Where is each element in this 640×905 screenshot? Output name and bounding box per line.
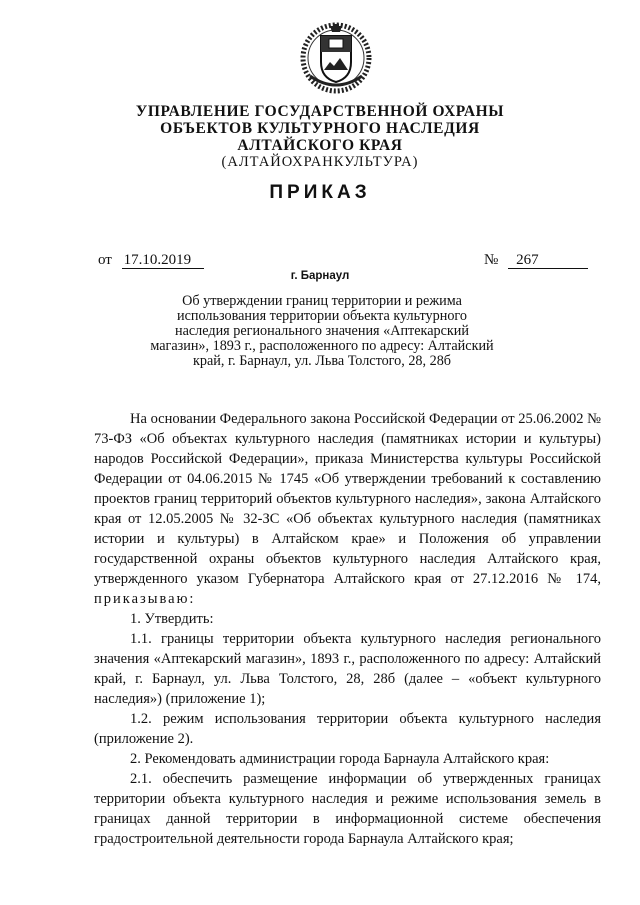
document-title: Об утверждении границ территории и режима использования территории объекта культурного наследия регионального значения «Аптекарский магазин», 1893 г., расположенного по адресу: Алтайский край, г. Барнаул, ул. Льва Толстого, 28, 28б	[150, 293, 494, 369]
date-row	[98, 252, 204, 269]
altai-coat-of-arms-icon	[296, 18, 376, 98]
org-name-line-3: АЛТАЙСКОГО КРАЯ	[237, 137, 403, 154]
document-type: ПРИКАЗ	[269, 182, 371, 203]
number-label: №	[484, 252, 499, 268]
item-2: 2. Рекомендовать администрации города Барнаула Алтайского края:	[130, 751, 550, 767]
document-number: 267	[508, 253, 588, 269]
city: г. Барнаул	[290, 270, 350, 282]
document-body	[94, 409, 601, 849]
number-row	[484, 252, 588, 269]
document-date: 17.10.2019	[122, 253, 204, 269]
order-word: приказываю:	[94, 591, 196, 607]
org-short-name: (АЛТАЙОХРАНКУЛЬТУРА)	[221, 154, 419, 170]
preamble-text: На основании Федерального закона Российской Федерации от 25.06.2002 № 73-ФЗ «Об объектах культурного наследия (памятниках истории и культуры) народов Российской Федерации», приказа Министерства культуры Российской Федерации от 04.06.2015 № 1745 «Об утверждении требований к составлению проектов границ территорий объектов культурного наследия», закона Алтайского края от 12.05.2005 № 32-ЗС «Об объектах культурного наследия (памятниках истории и культуры) в Алтайском крае» и Положения об управлении государственной охраны объектов культурного наследия Алтайского края, утвержденного указом Губернатора Алтайского края от 27.12.2016 № 174,	[94, 411, 601, 587]
item-2-1: 2.1. обеспечить размещение информации об утвержденных границах территории объекта культурного наследия и режиме использования земель в границах данной территории в информационной системе обеспечения градостроительной деятельности города Барнаула Алтайского края;	[94, 771, 601, 847]
preamble-paragraph	[94, 409, 601, 609]
org-name-line-2: ОБЪЕКТОВ КУЛЬТУРНОГО НАСЛЕДИЯ	[160, 120, 480, 137]
date-label: от	[98, 252, 112, 268]
org-name-line-1: УПРАВЛЕНИЕ ГОСУДАРСТВЕННОЙ ОХРАНЫ	[135, 103, 505, 120]
item-1-1: 1.1. границы территории объекта культурного наследия регионального значения «Аптекарский магазин», 1893 г., расположенного по адресу: Алтайский край, г. Барнаул, ул. Льва Толстого, 28, 28б (далее – «объект культурного наследия») (приложение 1);	[94, 631, 601, 707]
item-1-2: 1.2. режим использования территории объекта культурного наследия (приложение 2).	[94, 711, 601, 747]
item-1: 1. Утвердить:	[130, 611, 214, 627]
